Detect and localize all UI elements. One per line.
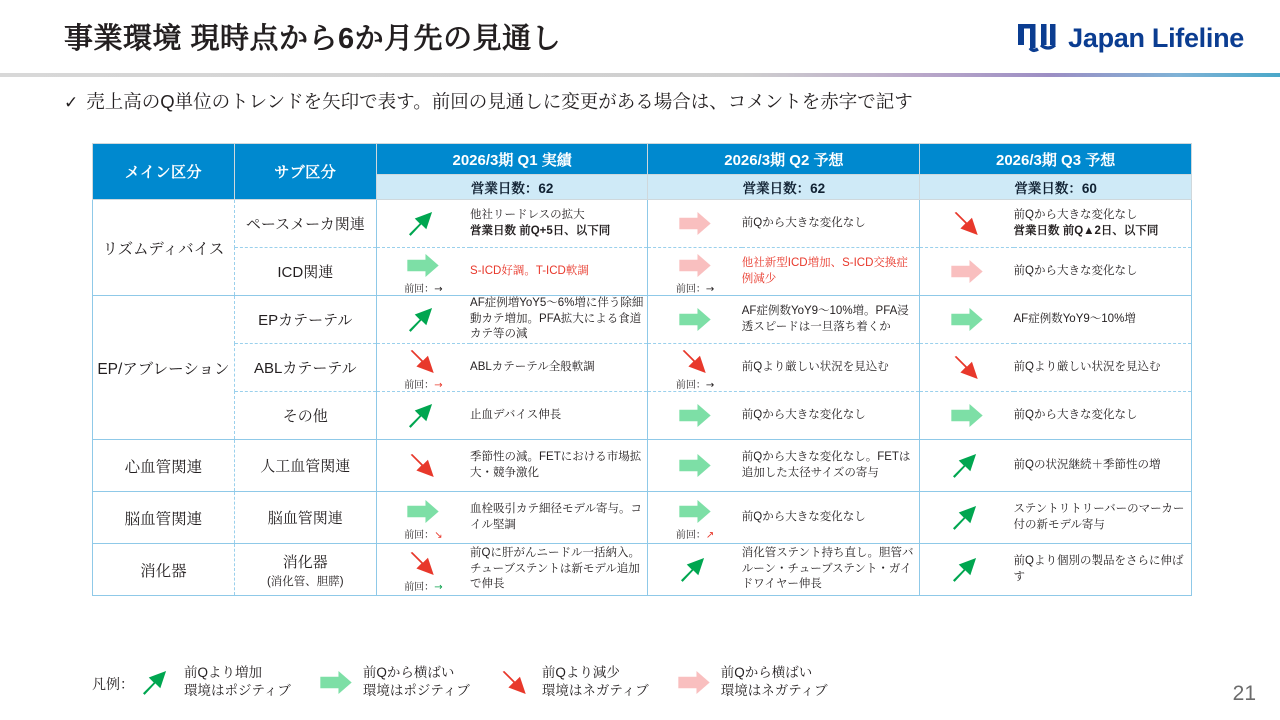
comment-cell-q3: [1014, 544, 1192, 596]
legend-item-text: 前Qから横ばい 環境はネガティブ: [720, 665, 828, 699]
arrow-cell-q3: [920, 492, 1014, 544]
legend-item-text: 前Qより減少 環境はネガティブ: [541, 665, 649, 699]
header-main-category: メイン区分: [93, 144, 235, 200]
comment-text: 消化管ステント持ち直し。胆管バルーン・チューブステント・ガイドワイヤー伸長: [741, 547, 914, 591]
arrow-cell-q3: [920, 440, 1014, 492]
jll-logo-icon: [1017, 22, 1059, 54]
arrow-cell-q3: [920, 392, 1014, 440]
comment-text: 前Qから大きな変化なし: [1013, 208, 1138, 221]
previous-outlook-label: 前回：→: [404, 581, 443, 593]
arrow-cell-q2: [648, 248, 742, 296]
previous-outlook-label: 前回：→: [404, 283, 443, 295]
previous-outlook-label: 前回：↗: [675, 529, 715, 541]
comment-cell-q1: [470, 492, 648, 544]
sub-category-cell: 人工血管関連: [234, 440, 376, 492]
outlook-table: [92, 143, 1192, 596]
table-row: [93, 440, 1192, 492]
table-row: [93, 492, 1192, 544]
comment-cell-q3: [1014, 296, 1192, 344]
legend-item: [675, 664, 828, 700]
page-title: 事業環境 現時点から6か月先の見通し: [64, 23, 562, 55]
comment-text: 止血デバイス伸長: [470, 408, 562, 421]
comment-text: 季節性の減。FETにおける市場拡大・競争激化: [470, 450, 642, 479]
arrow-cell-q1: [376, 492, 470, 544]
table-row: [93, 544, 1192, 596]
comment-text: 前Qから大きな変化なし: [741, 510, 866, 523]
comment-text: 他社リードレスの拡大: [470, 208, 585, 221]
arrow-cell-q3: [920, 344, 1014, 392]
main-category-cell: 消化器: [93, 544, 235, 596]
comment-cell-q1: [470, 344, 648, 392]
comment-text: 前Qから大きな変化なし: [741, 216, 866, 229]
header-q3: 2026/3期 Q3 予想: [920, 144, 1192, 175]
legend-item: [317, 664, 470, 700]
arrow-cell-q1: [376, 392, 470, 440]
previous-outlook-label: 前回：→: [404, 379, 443, 391]
table-row: [93, 392, 1192, 440]
comment-text: 前Qの状況継続＋季節性の増: [1013, 458, 1161, 471]
arrow-cell-q2: [648, 392, 742, 440]
arrow-cell-q1: [376, 248, 470, 296]
sub-category-cell: 脳血管関連: [234, 492, 376, 544]
comment-text: 前Qより厳しい状況を見込む: [1013, 360, 1161, 373]
comment-cell-q1: [470, 200, 648, 248]
sub-category-cell: ペースメーカ関連: [234, 200, 376, 248]
comment-cell-q2: [742, 440, 920, 492]
arrow-cell-q3: [920, 200, 1014, 248]
comment-cell-q3: [1014, 344, 1192, 392]
main-category-cell: 脳血管関連: [93, 492, 235, 544]
legend-arrow-icon: [496, 666, 534, 699]
legend-arrow-icon: [138, 666, 176, 699]
page-number: 21: [1232, 682, 1256, 705]
comment-cell-q1: [470, 440, 648, 492]
comment-cell-q1: [470, 248, 648, 296]
comment-cell-q2: [742, 544, 920, 596]
sub-category-cell: ICD関連: [234, 248, 376, 296]
legend-arrow-icon: [675, 666, 713, 699]
legend: [92, 664, 1202, 700]
comment-text: ABLカテーテル全般軟調: [470, 360, 595, 373]
comment-cell-q2: [742, 248, 920, 296]
header-days-q1: 営業日数：62: [376, 175, 648, 200]
table-body: [93, 200, 1192, 596]
comment-text: 前Qから大きな変化なし: [1013, 408, 1138, 421]
comment-text: AF症例増YoY5〜6%増に伴う除細動カテ増加。PFA拡大による食道カテ等の減: [470, 297, 644, 341]
table-row: [93, 248, 1192, 296]
comment-cell-q3: [1014, 492, 1192, 544]
comment-text: S-ICD好調。T-ICD軟調: [470, 264, 589, 277]
table-row: [93, 200, 1192, 248]
header-sub-category: サブ区分: [234, 144, 376, 200]
comment-bold-text: 営業日数 前Q+5日、以下同: [470, 224, 611, 237]
header-q2: 2026/3期 Q2 予想: [648, 144, 920, 175]
check-icon: ✓: [64, 93, 79, 112]
comment-text: 前Qから大きな変化なし。FETは追加した太径サイズの寄与: [741, 450, 911, 479]
table-row: [93, 296, 1192, 344]
arrow-cell-q3: [920, 544, 1014, 596]
header-q1: 2026/3期 Q1 実績: [376, 144, 648, 175]
arrow-cell-q2: [648, 440, 742, 492]
comment-text: 前Qより厳しい状況を見込む: [741, 360, 889, 373]
comment-cell-q2: [742, 296, 920, 344]
previous-outlook-label: 前回：↘: [404, 529, 443, 541]
arrow-cell-q1: [376, 440, 470, 492]
slide-subtitle: [64, 88, 913, 114]
comment-bold-text: 営業日数 前Q▲2日、以下同: [1013, 224, 1159, 237]
sub-category-cell: その他: [234, 392, 376, 440]
arrow-cell-q1: [376, 296, 470, 344]
sub-category-cell: EPカテーテル: [234, 296, 376, 344]
comment-cell-q2: [742, 392, 920, 440]
legend-item-text: 前Qより増加 環境はポジティブ: [184, 665, 291, 699]
comment-text: 前Qから大きな変化なし: [741, 408, 866, 421]
comment-text: 他社新型ICD増加、S-ICD交換症例減少: [741, 256, 908, 285]
logo-text: Japan Lifeline: [1068, 22, 1244, 53]
header-days-q3: 営業日数：60: [920, 175, 1192, 200]
sub-category-cell: 消化器 (消化管、胆膵): [234, 544, 376, 596]
header-days-q2: 営業日数：62: [648, 175, 920, 200]
company-logo: [1017, 22, 1244, 54]
comment-cell-q1: [470, 544, 648, 596]
legend-label: 凡例：: [92, 676, 134, 692]
comment-cell-q2: [742, 344, 920, 392]
subtitle-text: 売上高のQ単位のトレンドを矢印で表す。前回の見通しに変更がある場合は、コメントを赤字で記す: [86, 91, 913, 112]
legend-item: [138, 664, 291, 700]
main-category-cell: リズムディバイス: [93, 200, 235, 296]
comment-cell-q1: [470, 296, 648, 344]
arrow-cell-q3: [920, 248, 1014, 296]
comment-text: 血栓吸引カテ細径モデル寄与。コイル堅調: [470, 502, 642, 531]
comment-text: 前Qより個別の製品をさらに伸ばす: [1013, 554, 1184, 583]
comment-cell-q2: [742, 492, 920, 544]
comment-cell-q3: [1014, 440, 1192, 492]
comment-text: ステントリトリーバーのマーカー付の新モデル寄与: [1013, 502, 1185, 531]
comment-text: AF症例数YoY9〜10%増。PFA浸透スピードは一旦落ち着くか: [741, 304, 909, 333]
comment-cell-q1: [470, 392, 648, 440]
comment-cell-q3: [1014, 248, 1192, 296]
table-row: [93, 344, 1192, 392]
arrow-cell-q2: [648, 492, 742, 544]
previous-outlook-label: 前回：→: [675, 283, 715, 295]
previous-outlook-label: 前回：→: [675, 379, 715, 391]
main-category-cell: EP/アブレーション: [93, 296, 235, 440]
comment-text: 前Qから大きな変化なし: [1013, 264, 1138, 277]
slide-header: [0, 0, 1280, 74]
sub-category-cell: ABLカテーテル: [234, 344, 376, 392]
legend-item: [496, 664, 649, 700]
legend-arrow-icon: [317, 666, 355, 699]
arrow-cell-q2: [648, 544, 742, 596]
arrow-cell-q1: [376, 200, 470, 248]
comment-cell-q2: [742, 200, 920, 248]
arrow-cell-q1: [376, 544, 470, 596]
table-header-row: [93, 144, 1192, 175]
main-category-cell: 心血管関連: [93, 440, 235, 492]
comment-text: AF症例数YoY9〜10%増: [1013, 312, 1136, 325]
arrow-cell-q2: [648, 296, 742, 344]
legend-item-text: 前Qから横ばい 環境はポジティブ: [362, 665, 470, 699]
header-divider: [0, 73, 1280, 77]
arrow-cell-q2: [648, 344, 742, 392]
arrow-cell-q3: [920, 296, 1014, 344]
comment-cell-q3: [1014, 392, 1192, 440]
arrow-cell-q2: [648, 200, 742, 248]
comment-cell-q3: [1014, 200, 1192, 248]
arrow-cell-q1: [376, 344, 470, 392]
comment-text: 前Qに肝がんニードル一括納入。チューブステントは新モデル追加で伸長: [470, 547, 640, 591]
